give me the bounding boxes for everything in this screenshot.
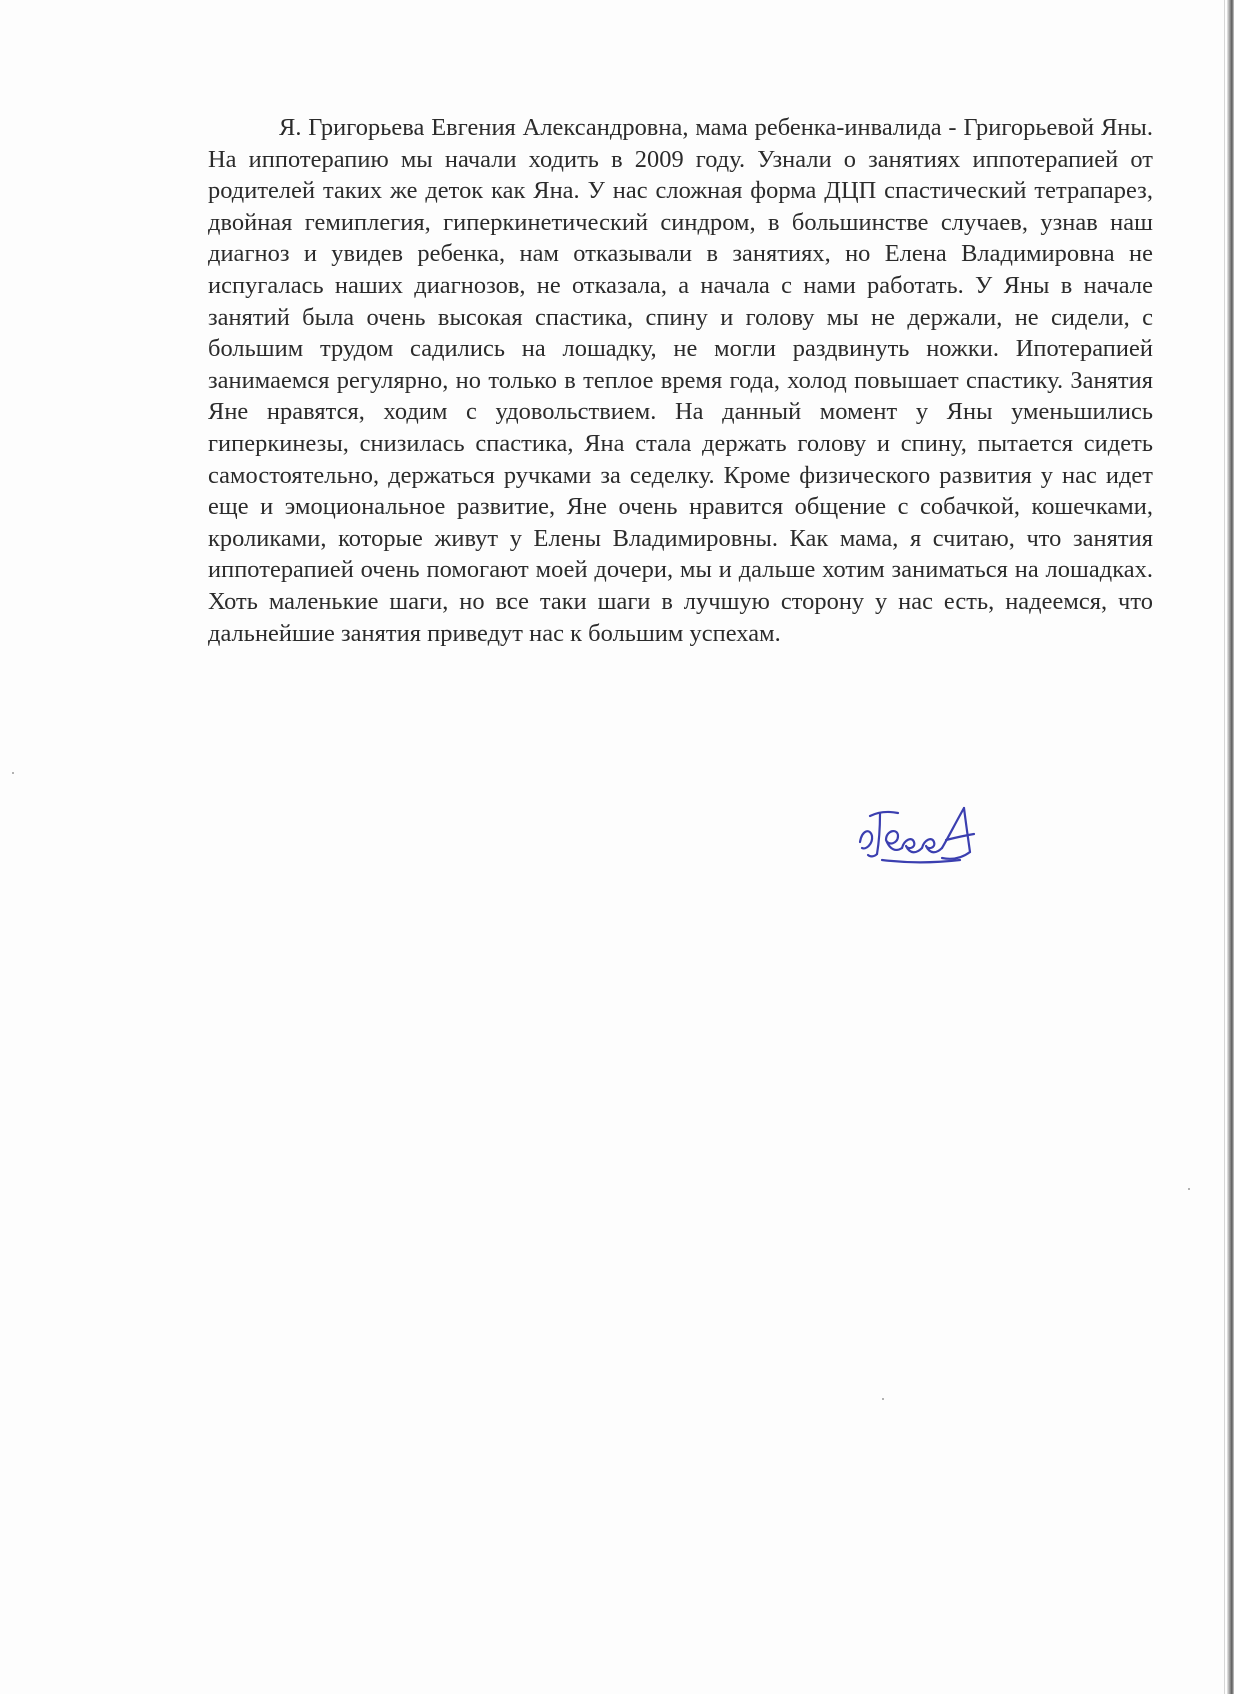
letter-body-text: Я. Григорьева Евгения Александровна, мама ребенка-инвалида - Григорьевой Яны. На иппотерапию мы начали ходить в 2009 году. Узнали о занятиях иппотерапией от родителей таких же деток как Яна. У нас сложная форма ДЦП спастический тетрапарез, двойная гемиплегия, гиперкинетический синдром, в большинстве случаев, узнав наш диагноз и увидев ребенка, нам отказывали в занятиях, но Елена Владимировна не испугалась наших диагнозов, не отказала, а начала с нами работать. У Яны в начале занятий была очень высокая спастика, спину и голову мы не держали, не сидели, с большим трудом садились на лошадку, не могли раздвинуть ножки. Ипотерапией занимаемся регулярно, но только в теплое время года, холод повышает спастику. Занятия Яне нравятся, ходим с удовольствием. На данный момент у Яны уменьшились гиперкинезы, снизилась спастика, Яна стала держать голову и спину, пытается сидеть самостоятельно, держаться ручками за седелку. Кроме физического развития у нас идет еще и эмоциональное развитие, Яне очень нравится общение с собачкой, кошечками, кроликами, которые живут у Елены Владимировны. Как мама, я считаю, что занятия иппотерапией очень помогают моей дочери, мы и дальше хотим заниматься на лошадках. Хоть маленькие шаги, но все таки шаги в лучшую сторону у нас есть, надеемся, что дальнейшие занятия приведут нас к большим успехам. bbox=[208, 114, 1153, 647]
scan-edge-shadow bbox=[1227, 0, 1234, 1694]
handwritten-signature bbox=[856, 800, 986, 870]
scan-speck bbox=[882, 1398, 884, 1400]
scan-edge-line bbox=[1224, 0, 1225, 1694]
scan-speck bbox=[1188, 1188, 1190, 1190]
scan-speck bbox=[12, 772, 14, 774]
